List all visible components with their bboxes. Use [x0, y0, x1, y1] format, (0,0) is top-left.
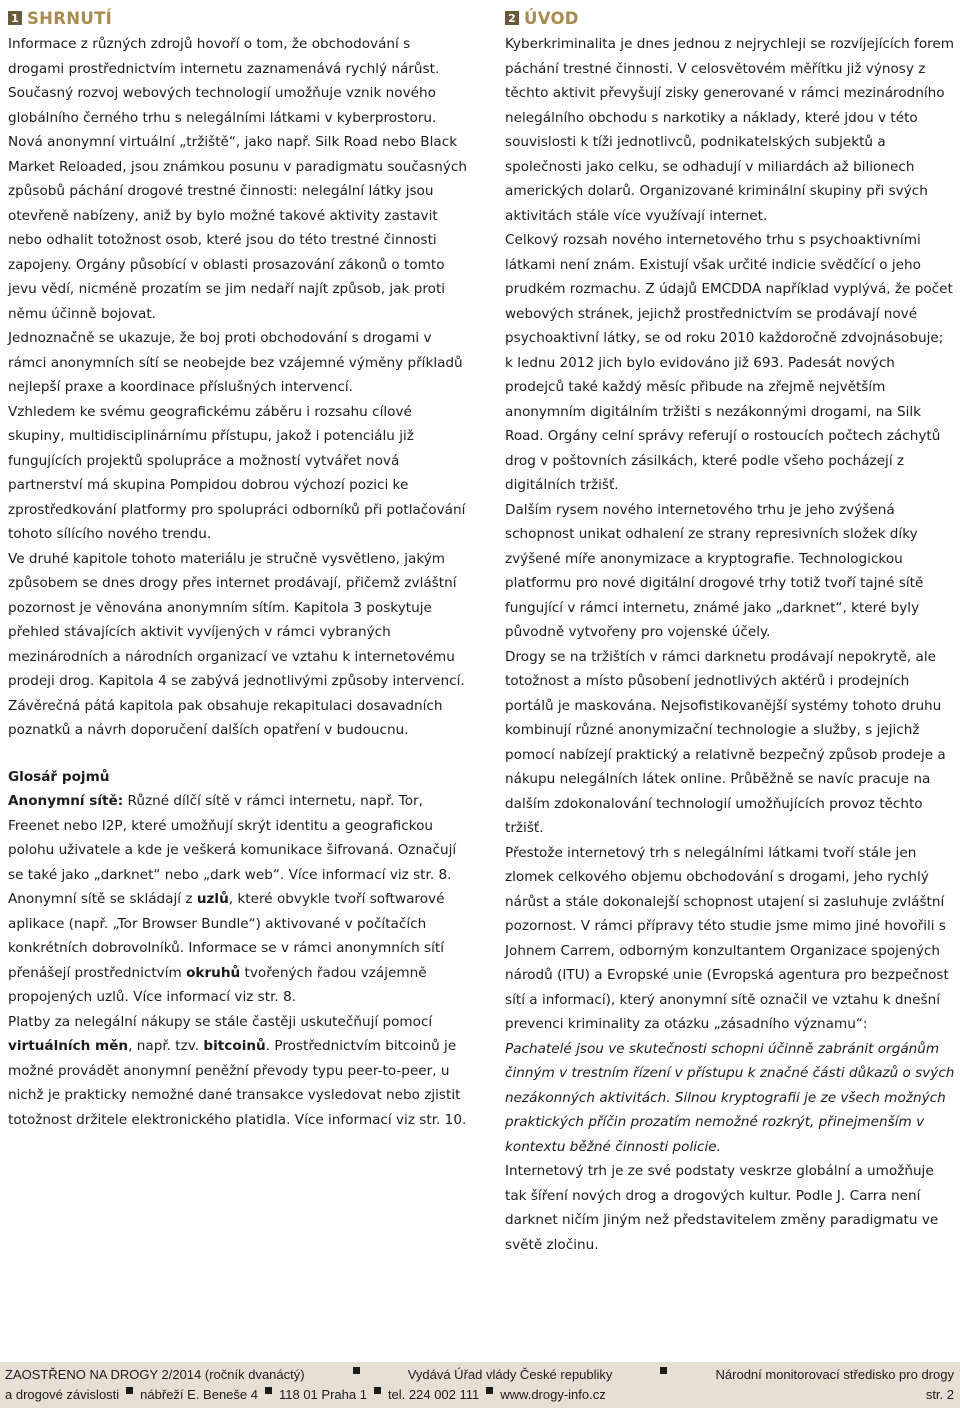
glossary-heading: Glosář pojmů: [8, 768, 110, 785]
section-number-badge: 2: [505, 11, 519, 25]
square-bullet-icon: [353, 1367, 360, 1374]
footer-address: nábřeží E. Beneše 4: [140, 1387, 258, 1402]
glossary-entry: [8, 1010, 468, 1133]
spacer: [8, 743, 468, 765]
glossary-text: Platby za nelegální nákupy se stále častěji uskutečňují pomocí: [8, 1013, 433, 1030]
footer-city: 118 01 Praha 1: [278, 1387, 367, 1402]
glossary-term: Anonymní sítě:: [8, 793, 124, 809]
glossary-term: virtuálních měn: [8, 1038, 129, 1054]
section-title: SHRNUTÍ: [27, 8, 113, 28]
page-number: str. 2: [925, 1387, 954, 1402]
right-column: [505, 7, 955, 1257]
glossary-text: Anonymní sítě se skládají z: [8, 891, 197, 907]
introduction-text: [505, 32, 955, 1257]
square-bullet-icon: [126, 1387, 133, 1394]
footer-website-link[interactable]: www.drogy-info.cz: [500, 1387, 606, 1402]
paragraph: Celkový rozsah nového internetového trhu s psychoaktivními látkami není znám. Existují však určité indicie svědčící o jeho prudkém rozmachu. Z údajů EMCDDA například vyplývá, že počet webových stránek, jejichž prostřednictvím se prodávají nové psychoaktivní látky, se od roku 2010 každoročně zdvojnásobuje; k lednu 2012 jich bylo evidováno již 693. Padesát nových prodejců také každý měsíc přibude na zřejmě největším anonymním digitálním tržišti s nezákonnými drogami, na Silk Road. Orgány celní správy referují o rostoucích počtech záchytů drog v poštovních zásilkách, které podle všeho pocházejí z digitálních tržišť.: [505, 232, 953, 493]
footer-phone: tel. 224 002 111: [387, 1387, 480, 1402]
paragraph: Jednoznačně se ukazuje, že boj proti obchodování s drogami v rámci anonymních sítí se neobejde bez vzájemné výměny příkladů nejlepší praxe a koordinace příslušných intervencí.: [8, 330, 463, 395]
glossary-term: okruhů: [186, 964, 241, 981]
section-number-badge: 1: [8, 11, 22, 25]
paragraph: Kyberkriminalita je dnes jednou z nejrychleji se rozvíjejících forem páchání trestné činnosti. V celosvětovém měřítku již výnosy z těchto aktivit převyšují zisky generované v rámci mezinárodního nelegálního obchodu s narkotiky a náklady, které jdou v této souvislosti k tíži jednotlivců, podnikatelských subjektů a společnosti jako celku, se odhadují v miliardách až bilionech amerických dolarů. Organizované kriminální skupiny při svých aktivitách stále více využívají internet.: [505, 36, 955, 224]
footer-publication: ZAOSTŘENO NA DROGY 2/2014 (ročník dvanáctý): [5, 1367, 305, 1382]
spacer: [606, 1387, 926, 1402]
glossary-text: , které obvykle tvoří softwarové aplikace (např. „Tor Browser Bundle“) aktivované v počítačích konkrétních dobrovolníků. Informace se v rámci anonymních sítí přenášejí prostřednictvím: [8, 891, 445, 981]
paragraph: Drogy se na tržištích v rámci darknetu prodávají nepokrytě, ale totožnost a místo působení jednotlivých aktérů i prodejních portálů je maskována. Nejsofistikovanější systémy tohoto druhu kombinují různé anonymizační technologie a služby, s jejichž pomocí nabízejí praktický a relativně bezpečný způsob prodeje a nákupu nelegálních látek online. Průběžně se navíc pracuje na dalším zdokonalování technologií umožňujících provoz těchto tržišť.: [505, 648, 946, 836]
section-heading: [8, 7, 468, 29]
square-bullet-icon: [265, 1387, 272, 1394]
paragraph: Internetový trh je ze své podstaty veskrze globální a umožňuje tak šíření nových drog a drogových kultur. Podle J. Carra není darknet ničím jiným než představitelem změny paradigmatu ve světě zločinu.: [505, 1163, 939, 1253]
footer-row: [5, 1387, 954, 1402]
glossary-definition: Různé dílčí sítě v rámci internetu, např. Tor, Freenet nebo I2P, které umožňují skrýt identitu a geografickou polohu uživatele a kde je veškerá komunikace šifrovaná. Označují se také jako „darknet“ nebo „dark web“. Více informací viz str. 8.: [8, 793, 457, 883]
glossary-term: bitcoinů: [203, 1038, 266, 1054]
glossary-entry: [8, 789, 468, 887]
glossary-text: . Prostřednictvím bitcoinů je možné provádět anonymní peněžní převody typu peer-to-peer, u nichž je prakticky nemožné dané transakce vysledovat nebo zjistit totožnost držitele elektronického platidla. Více informací viz str. 10.: [8, 1038, 467, 1128]
summary-text: [8, 32, 468, 1132]
footer-center-cont: a drogové závislosti: [5, 1387, 120, 1402]
square-bullet-icon: [486, 1387, 493, 1394]
section-title: ÚVOD: [524, 8, 579, 28]
footer-center: Národní monitorovací středisko pro drogy: [715, 1367, 954, 1382]
page-footer: [0, 1362, 960, 1408]
footer-row: [5, 1367, 954, 1382]
footer-publisher: Vydává Úřad vlády České republiky: [407, 1367, 613, 1382]
glossary-text: , např. tzv.: [128, 1038, 204, 1054]
glossary-entry: [8, 887, 468, 1010]
section-heading: [505, 7, 955, 29]
square-bullet-icon: [374, 1387, 381, 1394]
paragraph: Přestože internetový trh s nelegálními látkami tvoří stále jen zlomek celkového objemu obchodování s drogami, jeho rychlý nárůst a stále dokonalejší schopnost utajení si zasluhuje zvláštní pozornost. V rámci přípravy této studie jsme mimo jiné hovořili s Johnem Carrem, odborným konzultantem Organizace spojených národů (ITU) a Evropské unie (Evropská agentura pro bezpečnost sítí a informací), který anonymní sítě označil ve vztahu k dnešní prevenci kriminality za otázku „zásadního významu“:: [505, 844, 949, 1032]
square-bullet-icon: [660, 1367, 667, 1374]
paragraph: Vzhledem ke svému geografickému záběru i rozsahu cílové skupiny, multidisciplinárnímu přístupu, jakož i potenciálu již fungujících projektů spolupráce a možností vytvářet nová partnerství má skupina Pompidou dobrou výchozí pozici ke zprostředkování platformy pro spolupráci odborníků při potlačování tohoto sílícího nového trendu.: [8, 403, 466, 542]
glossary-text: tvořených řadou vzájemně propojených uzlů. Více informací viz str. 8.: [8, 964, 427, 1005]
paragraph: Informace z různých zdrojů hovoří o tom, že obchodování s drogami prostřednictvím internetu zaznamenává rychlý nárůst. Současný rozvoj webových technologií umožňuje vznik nového globálního černého trhu s nelegálními látkami v kyberprostoru. Nová anonymní virtuální „tržiště“, jako např. Silk Road nebo Black Market Reloaded, jsou známkou posunu v paradigmatu současných způsobů páchání drogové trestné činnosti: nelegální látky jsou otevřeně nabízeny, aniž by bylo možné takové aktivity zastavit nebo odhalit totožnost osob, které jsou do této trestné činnosti zapojeny. Orgány působící v oblasti prosazování zákonů o tomto jevu vědí, nicméně prozatím se jim nedaří najít způsob, jak proti němu účinně bojovat.: [8, 36, 467, 322]
paragraph: Dalším rysem nového internetového trhu je jeho zvýšená schopnost unikat odhalení ze strany represivních složek díky zvýšené míře anonymizace a kryptografie. Technologickou platformu pro nové digitální drogové trhy totiž tvoří tajné sítě fungující v rámci internetu, známé jako „darknet“, které byly původně vytvořeny pro vojenské účely.: [505, 501, 924, 640]
left-column: [8, 7, 468, 1132]
quote-paragraph: [505, 1037, 955, 1160]
quote-text: Pachatelé jsou ve skutečnosti schopni účinně zabránit orgánům činným v trestním řízení v přístupu k značné části důkazů o svých nezákonných aktivitách. Silnou kryptografii je ze všech možných praktických příčin prozatím nemožné rozkrýt, přinejmenším v kontextu běžné činnosti policie.: [505, 1040, 955, 1155]
glossary-term: uzlů: [196, 891, 229, 907]
paragraph: Ve druhé kapitole tohoto materiálu je stručně vysvětleno, jakým způsobem se dnes drogy přes internet prodávají, přičemž zvláštní pozornost je věnována anonymním sítím. Kapitola 3 poskytuje přehled stávajících aktivit vyvíjených v rámci vybraných mezinárodních a národních organizací ve vztahu k internetovému prodeji drog. Kapitola 4 se zabývá jednotlivými způsoby intervencí. Závěrečná pátá kapitola pak obsahuje rekapitulaci dosavadních poznatků a návrh doporučení dalších opatření v budoucnu.: [8, 550, 465, 738]
